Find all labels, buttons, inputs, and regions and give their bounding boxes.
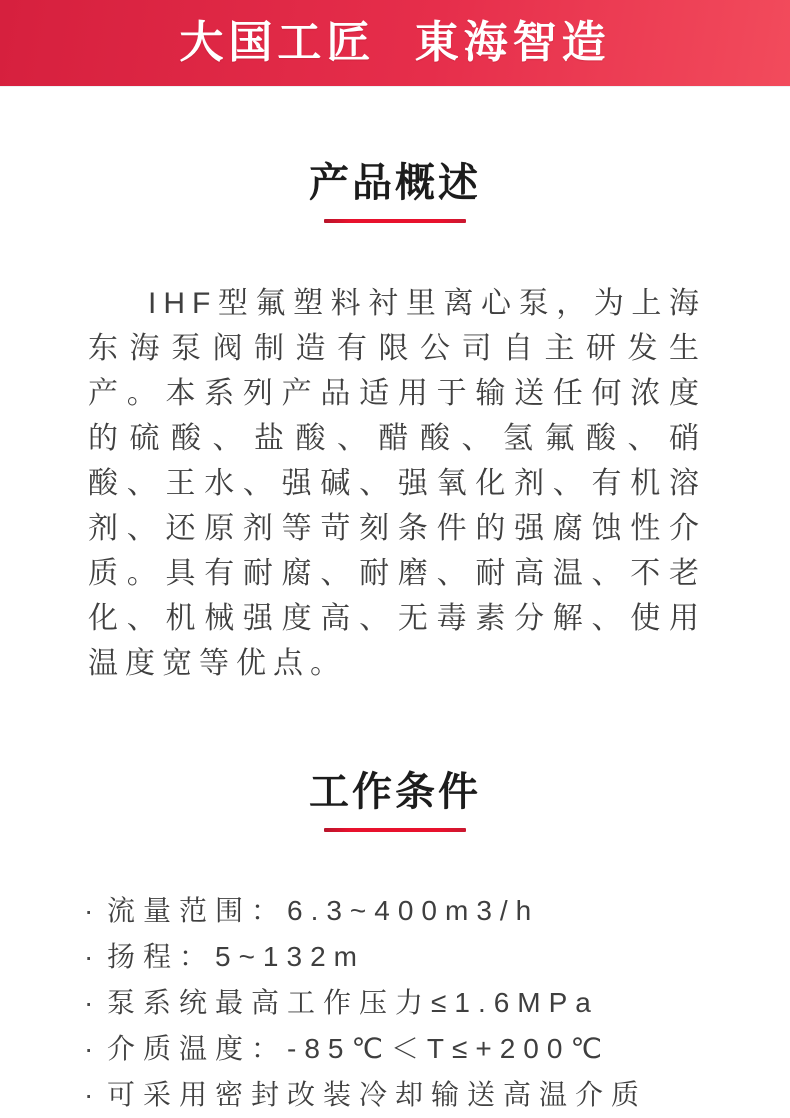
banner-title: 大国工匠 東海智造: [179, 18, 611, 67]
brand-banner: [0, 0, 790, 87]
overview-paragraph: IHF型氟塑料衬里离心泵，为上海东海泵阀制造有限公司自主研发生产。本系列产品适用于输送任何浓度的硫酸、盐酸、醋酸、氢氟酸、硝酸、王水、强碱、强氧化剂、有机溶剂、还原剂等苛刻条件的强腐蚀性介质。具有耐腐、耐磨、耐高温、不老化、机械强度高、无毒素分解、使用温度宽等优点。: [88, 287, 706, 680]
list-item: [84, 1072, 730, 1118]
list-item: [84, 934, 730, 980]
overview-title-underline: [324, 219, 466, 223]
list-item-text: 流量范围：6.3~400m3/h: [107, 895, 540, 926]
working-conditions-title-underline: [324, 828, 466, 832]
list-item: [84, 1026, 730, 1072]
working-conditions-section-title: 工作条件: [309, 770, 481, 814]
working-conditions-section: [0, 766, 790, 1118]
bullet-icon: ·: [84, 1079, 94, 1110]
bullet-icon: ·: [84, 941, 94, 972]
list-item: [84, 980, 730, 1026]
overview-section-title: 产品概述: [309, 161, 481, 205]
list-item-text: 介质温度：-85℃＜T≤+200℃: [107, 1033, 610, 1064]
working-conditions-list: [0, 888, 790, 1118]
list-item-text: 可采用密封改装冷却输送高温介质: [107, 1079, 648, 1110]
list-item-text: 扬程：5~132m: [107, 941, 365, 972]
bullet-icon: ·: [84, 1033, 94, 1064]
bullet-icon: ·: [84, 895, 94, 926]
overview-section: [0, 157, 790, 686]
list-item-text: 泵系统最高工作压力≤1.6MPa: [107, 987, 599, 1018]
list-item: [84, 888, 730, 934]
bullet-icon: ·: [84, 987, 94, 1018]
